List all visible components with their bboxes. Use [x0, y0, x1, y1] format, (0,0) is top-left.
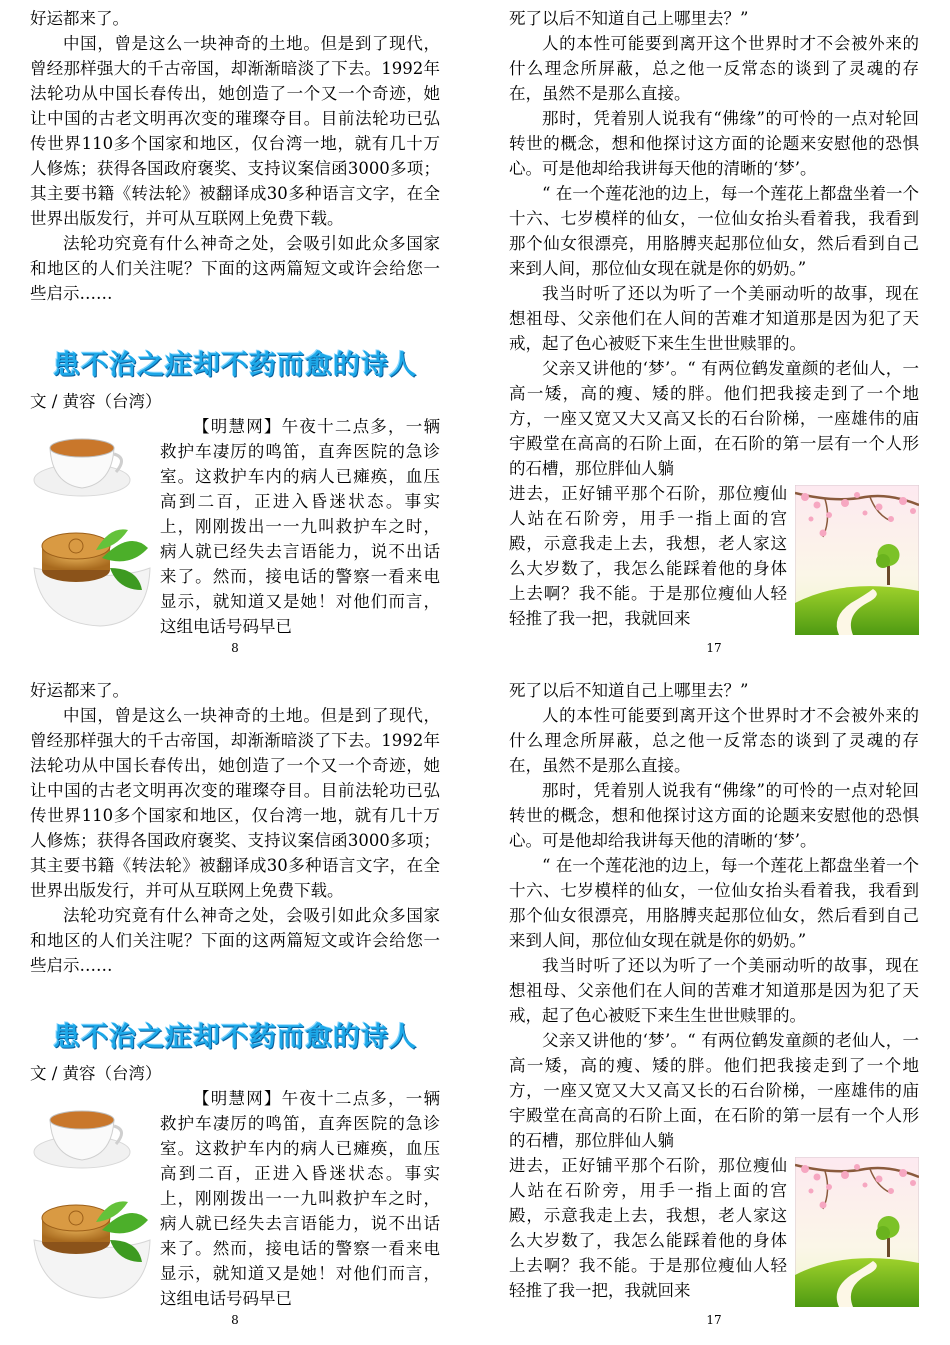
paragraph: 那时，凭着别人说我有“佛缘”的可怜的一点对轮回转世的概念，想和他探讨这方面的论题来安慰他的恐惧心。可是他却给我讲每天他的清晰的‘梦’。 [509, 781, 919, 850]
paragraph: 人的本性可能要到离开这个世界时才不会被外来的什么理念所屏蔽，总之他一反常态的谈到了灵魂的存在，虽然不是那么直接。 [509, 34, 919, 103]
paragraph: “ 在一个莲花池的边上，每一个莲花上都盘坐着一个十六、七岁模样的仙女，一位仙女抬头看着我，我看到那个仙女很漂亮，用胳膊夹起那位仙女，然后看到自己来到人间，那位仙女现在就是你的奶奶。” [509, 856, 919, 950]
spring-path-landscape-icon [795, 485, 919, 635]
paragraph: 人的本性可能要到离开这个世界时才不会被外来的什么理念所屏蔽，总之他一反常态的谈到了灵魂的存在，虽然不是那么直接。 [509, 706, 919, 775]
tea-and-mooncake-icon [30, 1090, 152, 1306]
page-17-bottom [509, 678, 919, 1309]
paragraph: 法轮功究竟有什么神奇之处，会吸引如此众多国家和地区的人们关注呢？下面的这两篇短文或许会给您一些启示…… [30, 906, 440, 975]
paragraph: 法轮功究竟有什么神奇之处，会吸引如此众多国家和地区的人们关注呢？下面的这两篇短文或许会给您一些启示…… [30, 234, 440, 303]
paragraph: “ 在一个莲花池的边上，每一个莲花上都盘坐着一个十六、七岁模样的仙女，一位仙女抬头看着我，我看到那个仙女很漂亮，用胳膊夹起那位仙女，然后看到自己来到人间，那位仙女现在就是你的奶奶。” [509, 184, 919, 278]
paragraph: 父亲又讲他的‘梦’。“ 有两位鹤发童颜的老仙人，一高一矮，高的瘦、矮的胖。他们把我接走到了一个地方，一座又宽又大又高又长的石台阶梯，一座雄伟的庙宇殿堂在高高的石阶上面，在石阶的第一层有一个人形的石槽，那位胖仙人躺 [509, 1031, 919, 1150]
paragraph: 死了以后不知道自己上哪里去？” [509, 681, 749, 700]
article-paragraph: 【明慧网】午夜十二点多，一辆救护车凄厉的鸣笛，直奔医院的急诊室。这救护车内的病人已瘫痪，血压高到二百，正进入昏迷状态。事实上，刚刚拨出一一九叫救护车之时，病人就已经失去言语能力，说不出话来了。然而，接电话的警察一看来电显示，就知道又是她！对他们而言，这组电话号码早已 [160, 1089, 440, 1308]
byline: 文 / 黄容（台湾） [30, 392, 162, 411]
paragraph: 中国，曾是这么一块神奇的土地。但是到了现代，曾经那样强大的千古帝国，却渐渐暗淡了下去。1992年法轮功从中国长春传出，她创造了一个又一个奇迹，她让中国的古老文明再次变的璀璨夺目。目前法轮功已弘传世界110多个国家和地区，仅台湾一地，就有几十万人修炼；获得各国政府褒奖、支持议案信函3000多项；其主要书籍《转法轮》被翻译成30多种语言文字，在全世界出版发行，并可从互联网上免费下载。 [30, 34, 440, 228]
article-paragraph: 【明慧网】午夜十二点多，一辆救护车凄厉的鸣笛，直奔医院的急诊室。这救护车内的病人已瘫痪，血压高到二百，正进入昏迷状态。事实上，刚刚拨出一一九叫救护车之时，病人就已经失去言语能力，说不出话来了。然而，接电话的警察一看来电显示，就知道又是她！对他们而言，这组电话号码早已 [160, 417, 440, 636]
page-8-top [30, 6, 440, 639]
page-number: 8 [231, 1313, 239, 1327]
spring-path-landscape-icon [795, 1157, 919, 1307]
article-title: 患不治之症却不药而愈的诗人 [53, 1022, 417, 1053]
paragraph: 中国，曾是这么一块神奇的土地。但是到了现代，曾经那样强大的千古帝国，却渐渐暗淡了下去。1992年法轮功从中国长春传出，她创造了一个又一个奇迹，她让中国的古老文明再次变的璀璨夺目。目前法轮功已弘传世界110多个国家和地区，仅台湾一地，就有几十万人修炼；获得各国政府褒奖、支持议案信函3000多项；其主要书籍《转法轮》被翻译成30多种语言文字，在全世界出版发行，并可从互联网上免费下载。 [30, 706, 440, 900]
article-title: 患不治之症却不药而愈的诗人 [53, 350, 417, 381]
tea-and-mooncake-icon [30, 418, 152, 634]
page-number: 17 [706, 1313, 722, 1327]
page-number: 17 [706, 641, 722, 655]
paragraph: 那时，凭着别人说我有“佛缘”的可怜的一点对轮回转世的概念，想和他探讨这方面的论题来安慰他的恐惧心。可是他却给我讲每天他的清晰的‘梦’。 [509, 109, 919, 178]
paragraph: 我当时听了还以为听了一个美丽动听的故事，现在想祖母、父亲他们在人间的苦难才知道那是因为犯了天戒，起了色心被贬下来生生世世赎罪的。 [509, 284, 919, 353]
page-number: 8 [231, 641, 239, 655]
paragraph: 好运都来了。 [30, 9, 129, 28]
byline: 文 / 黄容（台湾） [30, 1064, 162, 1083]
float-paragraph: 进去，正好铺平那个石阶，那位瘦仙人站在石阶旁，用手一指上面的宫殿，示意我走上去，我想，老人家这么大岁数了，我怎么能踩着他的身体上去啊？我不能。于是那位瘦仙人轻轻推了我一把，我就回来 [509, 484, 787, 628]
page-8-bottom [30, 678, 440, 1311]
paragraph: 我当时听了还以为听了一个美丽动听的故事，现在想祖母、父亲他们在人间的苦难才知道那是因为犯了天戒，起了色心被贬下来生生世世赎罪的。 [509, 956, 919, 1025]
paragraph: 父亲又讲他的‘梦’。“ 有两位鹤发童颜的老仙人，一高一矮，高的瘦、矮的胖。他们把我接走到了一个地方，一座又宽又大又高又长的石台阶梯，一座雄伟的庙宇殿堂在高高的石阶上面，在石阶的第一层有一个人形的石槽，那位胖仙人躺 [509, 359, 919, 478]
paragraph: 好运都来了。 [30, 681, 129, 700]
paragraph: 死了以后不知道自己上哪里去？” [509, 9, 749, 28]
page-17-top [509, 6, 919, 637]
float-paragraph: 进去，正好铺平那个石阶，那位瘦仙人站在石阶旁，用手一指上面的宫殿，示意我走上去，我想，老人家这么大岁数了，我怎么能踩着他的身体上去啊？我不能。于是那位瘦仙人轻轻推了我一把，我就回来 [509, 1156, 787, 1300]
